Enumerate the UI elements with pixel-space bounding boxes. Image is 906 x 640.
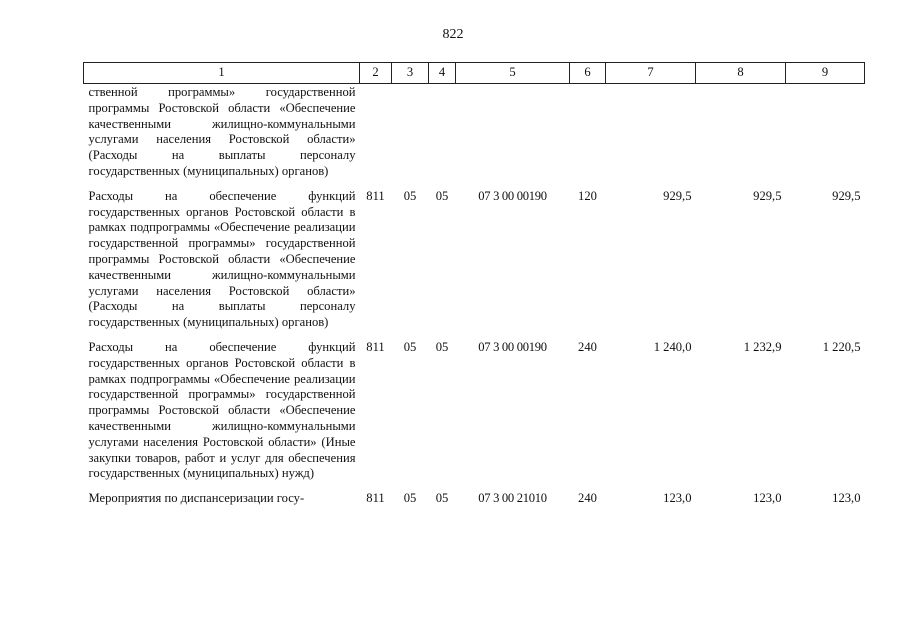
cell-amount-8: 1 232,9 bbox=[743, 339, 782, 354]
table-row bbox=[84, 491, 865, 516]
budget-table bbox=[83, 62, 865, 516]
col-header-2: 2 bbox=[360, 63, 392, 84]
cell-amount-7: 929,5 bbox=[663, 188, 692, 203]
col-header-7: 7 bbox=[606, 63, 696, 84]
table-header-row bbox=[84, 63, 865, 84]
cell-target-code: 07 3 00 00190 bbox=[478, 339, 547, 354]
cell-amount-8: 929,5 bbox=[753, 188, 782, 203]
table-row bbox=[84, 189, 865, 340]
row-description: ственной программы» государственной программы Ростовской области «Обеспечение качественными жилищно-коммунальными услугами населения Ростовской области» (Расходы на выплаты персоналу государственных (муниципальных) органов) bbox=[88, 85, 356, 178]
cell-target-code: 07 3 00 21010 bbox=[478, 491, 547, 506]
table-row bbox=[84, 84, 865, 189]
cell-amount-8 bbox=[696, 84, 786, 189]
cell-target-code: 07 3 00 00190 bbox=[478, 188, 547, 203]
col-header-5: 5 bbox=[456, 63, 570, 84]
cell-amount-7 bbox=[606, 84, 696, 189]
col-header-6: 6 bbox=[570, 63, 606, 84]
row-description: Мероприятия по диспансеризации госу- bbox=[88, 491, 305, 506]
cell-amount-7: 1 240,0 bbox=[653, 339, 692, 354]
col-header-8: 8 bbox=[696, 63, 786, 84]
cell-expense-type: 120 bbox=[578, 188, 597, 203]
row-description: Расходы на обеспечение функций государственных органов Ростовской области в рамках подпрограммы «Обеспечение реализации государственной программы» государственной программы Ростовской области «Обеспечение качественными жилищно-коммунальными услугами населения Ростовской области» (Иные закупки товаров, работ и услуг для обеспечения государственных (муниципальных) нужд) bbox=[88, 339, 356, 481]
cell-amount-7: 123,0 bbox=[663, 491, 692, 506]
cell-amount-8: 123,0 bbox=[753, 491, 782, 506]
cell-ministry: 811 bbox=[366, 491, 385, 506]
cell-section: 05 bbox=[403, 339, 417, 354]
col-header-9: 9 bbox=[786, 63, 865, 84]
table-row bbox=[84, 340, 865, 491]
cell-amount-9: 1 220,5 bbox=[822, 339, 861, 354]
cell-expense-type: 240 bbox=[578, 339, 597, 354]
cell-section bbox=[392, 84, 429, 189]
col-header-4: 4 bbox=[429, 63, 456, 84]
cell-amount-9: 123,0 bbox=[832, 491, 861, 506]
cell-section: 05 bbox=[403, 491, 417, 506]
row-description: Расходы на обеспечение функций государственных органов Ростовской области в рамках подпрограммы «Обеспечение реализации государственной программы» государственной программы Ростовской области «Обеспечение качественными жилищно-коммунальными услугами населения Ростовской области» (Расходы на выплаты персоналу государственных (муниципальных) органов) bbox=[88, 188, 356, 330]
cell-subsection: 05 bbox=[435, 188, 449, 203]
cell-ministry: 811 bbox=[366, 188, 385, 203]
cell-section: 05 bbox=[403, 188, 417, 203]
cell-target-code bbox=[456, 84, 570, 189]
cell-expense-type: 240 bbox=[578, 491, 597, 506]
cell-subsection: 05 bbox=[435, 339, 449, 354]
cell-subsection: 05 bbox=[435, 491, 449, 506]
cell-subsection bbox=[429, 84, 456, 189]
cell-expense-type bbox=[570, 84, 606, 189]
page-number: 822 bbox=[442, 27, 464, 42]
cell-amount-9: 929,5 bbox=[832, 188, 861, 203]
col-header-1: 1 bbox=[84, 63, 360, 84]
cell-amount-9 bbox=[786, 84, 865, 189]
cell-ministry bbox=[360, 84, 392, 189]
col-header-3: 3 bbox=[392, 63, 429, 84]
cell-ministry: 811 bbox=[366, 339, 385, 354]
